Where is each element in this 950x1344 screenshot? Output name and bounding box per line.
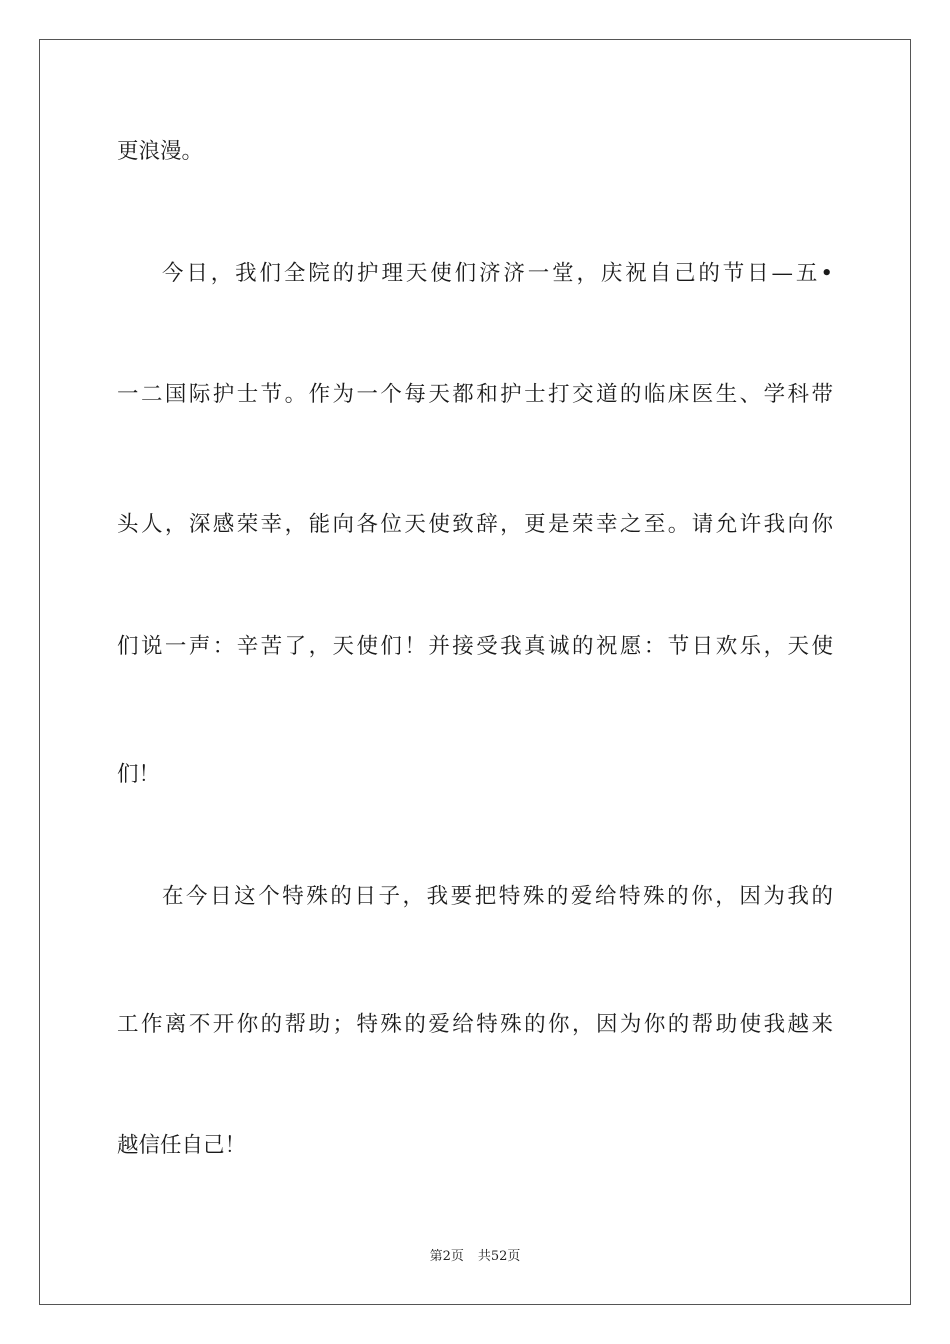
paragraph-line: 一二国际护士节。作为一个每天都和护士打交道的临床医生、学科带	[117, 382, 833, 407]
paragraph-line: 工作离不开你的帮助；特殊的爱给特殊的你，因为你的帮助使我越来	[117, 1012, 833, 1037]
page-number: 第2页	[429, 1249, 464, 1264]
page-footer	[0, 1248, 950, 1266]
page-border	[39, 39, 911, 1305]
paragraph-line: 们说一声：辛苦了，天使们！并接受我真诚的祝愿：节日欢乐，天使	[117, 634, 833, 659]
paragraph-line: 在今日这个特殊的日子，我要把特殊的爱给特殊的你，因为我的	[162, 884, 833, 909]
paragraph-line: 今日，我们全院的护理天使们济济一堂，庆祝自己的节日—五•	[162, 261, 833, 286]
paragraph-line: 们！	[117, 762, 161, 787]
paragraph-line: 更浪漫。	[117, 139, 204, 164]
page-total: 共52页	[477, 1249, 521, 1264]
paragraph-line: 越信任自己！	[117, 1133, 247, 1158]
paragraph-line: 头人，深感荣幸，能向各位天使致辞，更是荣幸之至。请允许我向你	[117, 512, 833, 537]
